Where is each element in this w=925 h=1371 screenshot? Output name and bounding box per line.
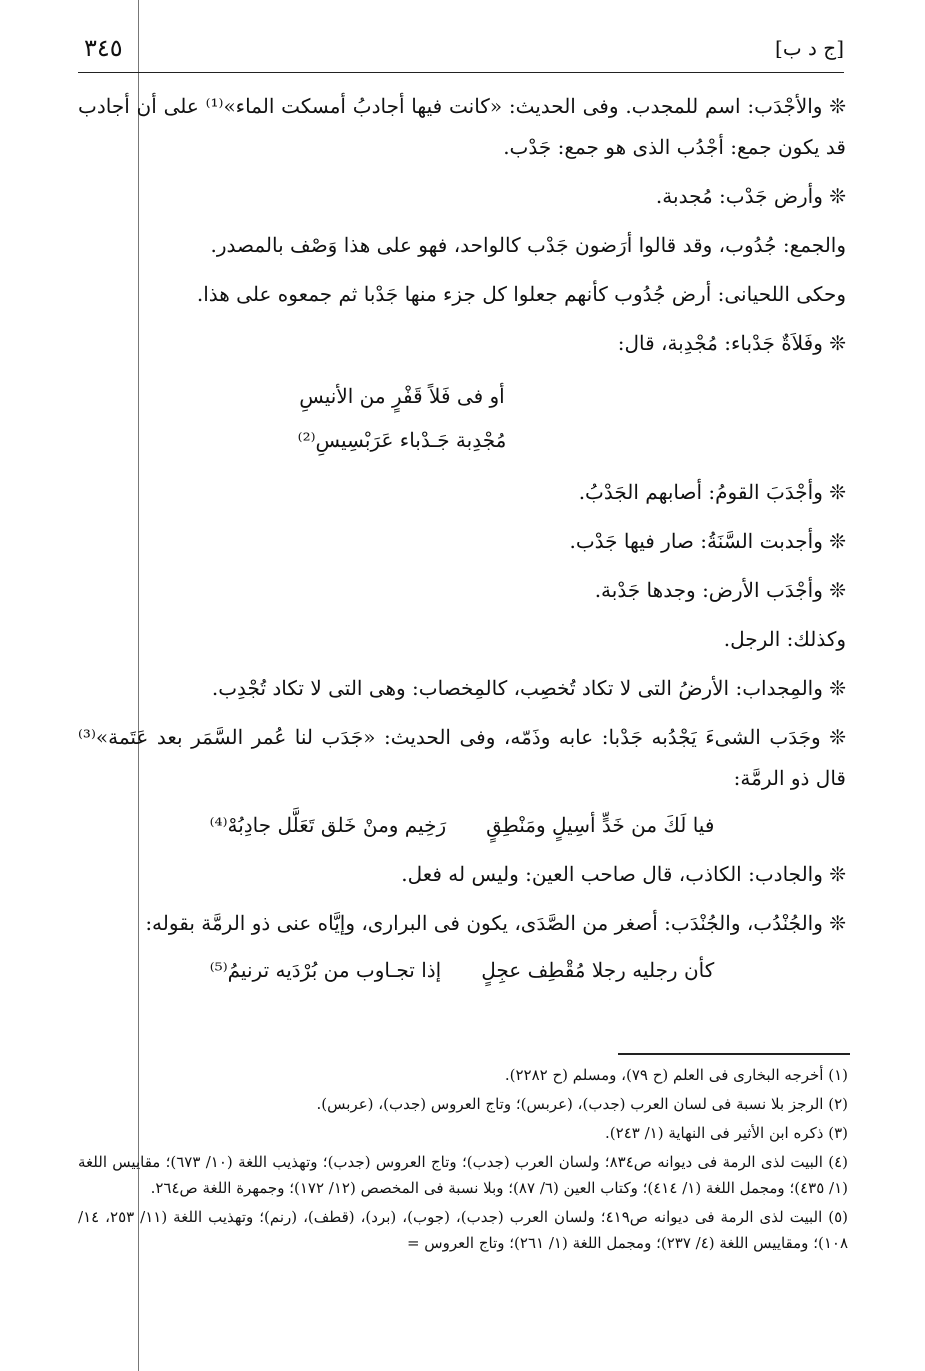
paragraph: والجمع: جُدُوب، وقد قالوا أرَضون جَدْب كالواحد، فهو على هذا وَصْف بالمصدر. [210, 233, 846, 257]
footnote: (٤) البيت لذى الرمة فى ديوانه ص٨٣٤؛ ولسان العرب (جدب)؛ وتاج العروس (جدب)؛ وتهذيب اللغة (١٠/ ٦٧٣)؛ مقاييس اللغة (١/ ٤٣٥)؛ ومجمل اللغة (١/ ٤١٤)؛ وكتاب العين (٦/ ٨٧)؛ وبلا نسبة فى المخصص (١٢/ ١٧٢)؛ وجمهرة اللغة ص٢٦٤. [78, 1153, 848, 1197]
verse-couplet-2 [78, 950, 846, 991]
page-number: ٣٤٥ [84, 34, 123, 62]
verse-couplet-1 [78, 805, 846, 846]
paragraph: ❊ والمِجداب: الأرضُ التى لا تكاد تُخصِب، كالمِخصاب: وهى التى لا تكاد تُجْدِب. [211, 676, 846, 700]
running-head: [ج د ب] [775, 36, 844, 60]
footnote: (٢) الرجز بلا نسبة فى لسان العرب (جدب)، (عربس)؛ وتاج العروس (جدب)، (عربس). [316, 1095, 848, 1113]
footnotes [78, 1062, 848, 1259]
footnote: (٣) ذكره ابن الأثير فى النهاية (١/ ٢٤٣). [605, 1124, 848, 1142]
paragraph: ❊ وأجدبت السَّنَةُ: صار فيها جَدْب. [569, 529, 846, 553]
verse-hemistich-first: كأن رجليه رجلا مُقْطِف عجِلٍ [481, 958, 715, 982]
verse-hemistich-first: فيا لَكَ من خَدٍّ أسِيلٍ ومَنْطِقٍ [486, 813, 715, 837]
paragraph: وحكى اللحيانى: أرض جُدُوب كأنهم جعلوا كل جزء منها جَدْبا ثم جمعوه على هذا. [196, 282, 846, 306]
main-text [78, 86, 846, 999]
paragraph: ❊ والأجْدَب: اسم للمجدب. وفى الحديث: «كانت فيها أجادبُ أمسكت الماء»⁽¹⁾ على أن أجادب قد يكون جمع: أجْدُب الذى هو جمع: جَدْب. [78, 94, 846, 159]
paragraph: ❊ وجَدَب الشىءَ يَجْدُبه جَدْبا: عابه وذَمّه، وفى الحديث: «جَدَب لنا عُمر السَّمَر بعد عَتَمة»⁽³⁾ قال ذو الرمَّة: [78, 725, 846, 790]
paragraph: ❊ وأجْدَب الأرض: وجدها جَدْبة. [594, 578, 846, 602]
footnote: (١) أخرجه البخارى فى العلم (ح ٧٩)، ومسلم (ح ٢٢٨٢). [504, 1066, 848, 1084]
verse-hemistich-second: رَخِيم ومنْ خَلق تَعَلَّل جادِبُهْ⁽⁴⁾ [209, 813, 447, 837]
paragraph: ❊ والجُنْدُب، والجُنْدَب: أصغر من الصَّدَى، يكون فى البرارى، وإيَّاه عنى ذو الرمَّة بقوله: [145, 911, 846, 935]
paragraph: ❊ وفَلاَةٌ جَدْباء: مُجْدِبة، قال: [617, 331, 846, 355]
verse-line: أو فى فَلاً قَفْرٍ من الأنيسِ [299, 384, 505, 408]
page-header [78, 28, 844, 73]
paragraph: وكذلك: الرجل. [723, 627, 846, 651]
paragraph: ❊ وأجْدَبَ القومُ: أصابهم الجَدْبُ. [578, 480, 846, 504]
verse-rajaz [78, 374, 846, 462]
paragraph: ❊ والجادب: الكاذب، قال صاحب العين: وليس له فعل. [401, 862, 846, 886]
footnote-separator [618, 1053, 850, 1055]
paragraph: ❊ وأرض جَدْب: مُجدبة. [655, 184, 846, 208]
verse-hemistich-second: إذا تجـاوب من بُرْدَيه ترنيمُ⁽⁵⁾ [209, 958, 442, 982]
footnote: (٥) البيت لذى الرمة فى ديوانه ص٤١٩؛ ولسان العرب (جدب)، (جوب)، (برد)، (قطف)، (رنم)؛ وتهذيب اللغة (١١/ ٢٥٣، ١٤/ ١٠٨)؛ ومقاييس اللغة (٤/ ٢٣٧)؛ ومجمل اللغة (١/ ٢٦١)؛ وتاج العروس = [78, 1208, 848, 1252]
verse-line: مُجْدِبة جَـدْباء عَرَبْسِيسِ⁽²⁾ [297, 428, 507, 452]
